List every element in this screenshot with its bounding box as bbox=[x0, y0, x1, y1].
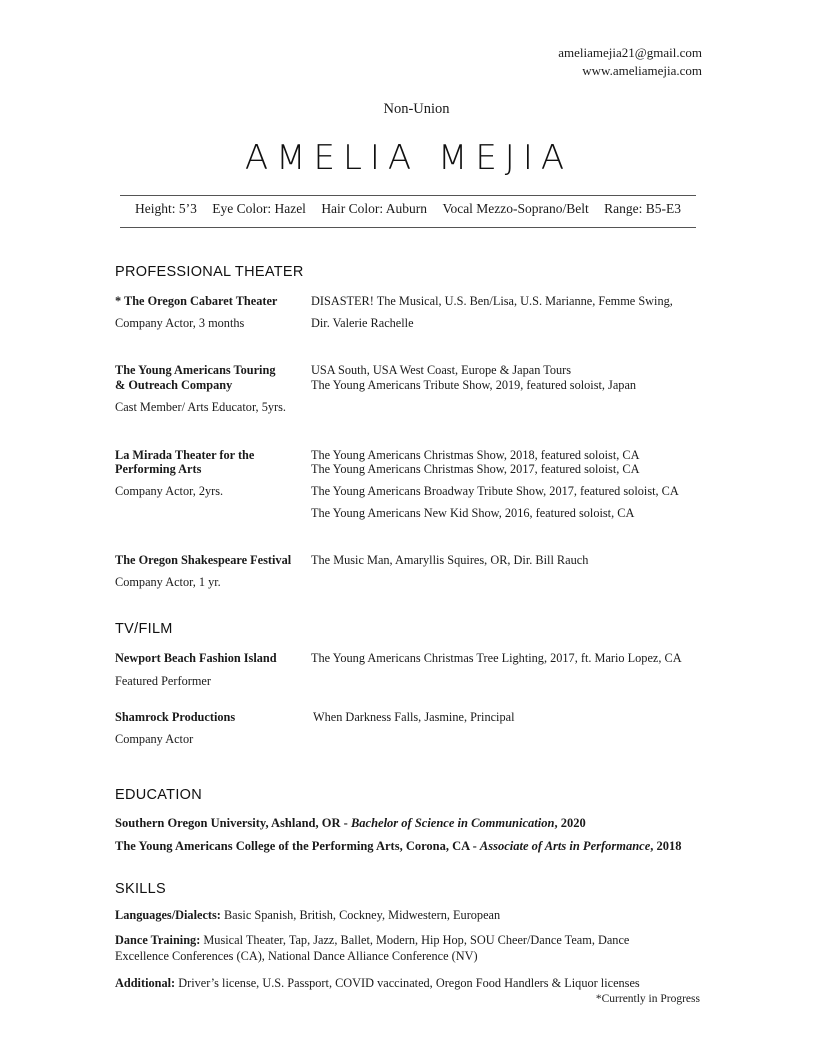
education-entry: The Young Americans College of the Performing Arts, Corona, CA - Associate of Arts in Performance, 2018 bbox=[115, 839, 682, 853]
theater-credit: The Young Americans New Kid Show, 2016, featured soloist, CA bbox=[311, 506, 635, 520]
theater-credit: Dir. Valerie Rachelle bbox=[311, 316, 414, 330]
theater-company: La Mirada Theater for the bbox=[115, 448, 255, 462]
skill-dance: Dance Training: Musical Theater, Tap, Jazz, Ballet, Modern, Hip Hop, SOU Cheer/Dance Team, Dance Excellence Conferences (CA), National Dance Alliance Conference (NV) bbox=[115, 933, 630, 963]
theater-role: Company Actor, 2yrs. bbox=[115, 484, 224, 498]
tv-credit: The Young Americans Christmas Tree Lighting, 2017, ft. Mario Lopez, CA bbox=[311, 651, 682, 665]
theater-credit: The Young Americans Christmas Show, 2018, featured soloist, CA bbox=[311, 448, 640, 462]
email: ameliamejia21@gmail.com bbox=[558, 45, 702, 60]
theater-role: Company Actor, 1 yr. bbox=[115, 575, 221, 589]
vocal-range: Range: B5-E3 bbox=[604, 201, 682, 216]
theater-credit: USA South, USA West Coast, Europe & Japan Tours bbox=[311, 363, 572, 377]
year: , 2018 bbox=[650, 839, 682, 853]
skill-languages: Languages/Dialects: Basic Spanish, British, Cockney, Midwestern, European bbox=[115, 908, 501, 922]
tv-credit: When Darkness Falls, Jasmine, Principal bbox=[313, 710, 515, 724]
union-status: Non-Union bbox=[383, 101, 450, 117]
performer-name: AMELIA MEJIA bbox=[244, 138, 573, 178]
theater-company: The Young Americans Touring bbox=[115, 363, 276, 377]
section-heading-theater: PROFESSIONAL THEATER bbox=[115, 264, 304, 280]
skill-label: Languages/Dialects: bbox=[115, 908, 221, 922]
hair-color: Hair Color: Auburn bbox=[321, 201, 428, 216]
theater-credit: The Music Man, Amaryllis Squires, OR, Dir. Bill Rauch bbox=[311, 553, 589, 567]
year: , 2020 bbox=[554, 816, 586, 830]
theater-company: Performing Arts bbox=[115, 462, 202, 476]
theater-company: The Oregon Shakespeare Festival bbox=[115, 553, 292, 567]
theater-role: Cast Member/ Arts Educator, 5yrs. bbox=[115, 400, 286, 414]
skill-label: Additional: bbox=[115, 976, 176, 990]
tv-company: Shamrock Productions bbox=[115, 710, 236, 724]
vocal-type: Vocal Mezzo-Soprano/Belt bbox=[442, 201, 589, 216]
section-heading-tv-film: TV/FILM bbox=[115, 621, 173, 637]
degree: Bachelor of Science in Communication bbox=[350, 816, 555, 830]
stats-line bbox=[120, 201, 696, 217]
tv-role: Company Actor bbox=[115, 732, 194, 746]
skill-additional: Additional: Driver’s license, U.S. Passport, COVID vaccinated, Oregon Food Handlers & Liquor licenses bbox=[115, 976, 640, 990]
theater-company: * The Oregon Cabaret Theater bbox=[115, 294, 278, 308]
theater-credit: DISASTER! The Musical, U.S. Ben/Lisa, U.S. Marianne, Femme Swing, bbox=[311, 294, 673, 308]
footnote: *Currently in Progress bbox=[595, 993, 700, 1005]
website: www.ameliamejia.com bbox=[582, 63, 702, 78]
bottom-divider bbox=[120, 227, 696, 228]
tv-role: Featured Performer bbox=[115, 674, 211, 688]
tv-company: Newport Beach Fashion Island bbox=[115, 651, 277, 665]
theater-credit: The Young Americans Christmas Show, 2017, featured soloist, CA bbox=[311, 462, 640, 476]
theater-credit: The Young Americans Broadway Tribute Show, 2017, featured soloist, CA bbox=[311, 484, 679, 498]
school: The Young Americans College of the Performing Arts, Corona, CA bbox=[115, 839, 470, 853]
top-divider bbox=[120, 195, 696, 196]
eye-color: Eye Color: Hazel bbox=[212, 201, 306, 216]
school: Southern Oregon University, Ashland, OR bbox=[115, 816, 341, 830]
theater-credit: The Young Americans Tribute Show, 2019, featured soloist, Japan bbox=[311, 378, 637, 392]
skill-label: Dance Training: bbox=[115, 933, 201, 947]
degree: Associate of Arts in Performance bbox=[479, 839, 651, 853]
theater-company: & Outreach Company bbox=[115, 378, 233, 392]
theater-role: Company Actor, 3 months bbox=[115, 316, 245, 330]
section-heading-education: EDUCATION bbox=[115, 787, 203, 803]
contact-block bbox=[558, 44, 702, 80]
height: Height: 5’3 bbox=[134, 201, 197, 216]
education-entry: Southern Oregon University, Ashland, OR - Bachelor of Science in Communication, 2020 bbox=[115, 816, 586, 830]
section-heading-skills: SKILLS bbox=[115, 881, 166, 897]
